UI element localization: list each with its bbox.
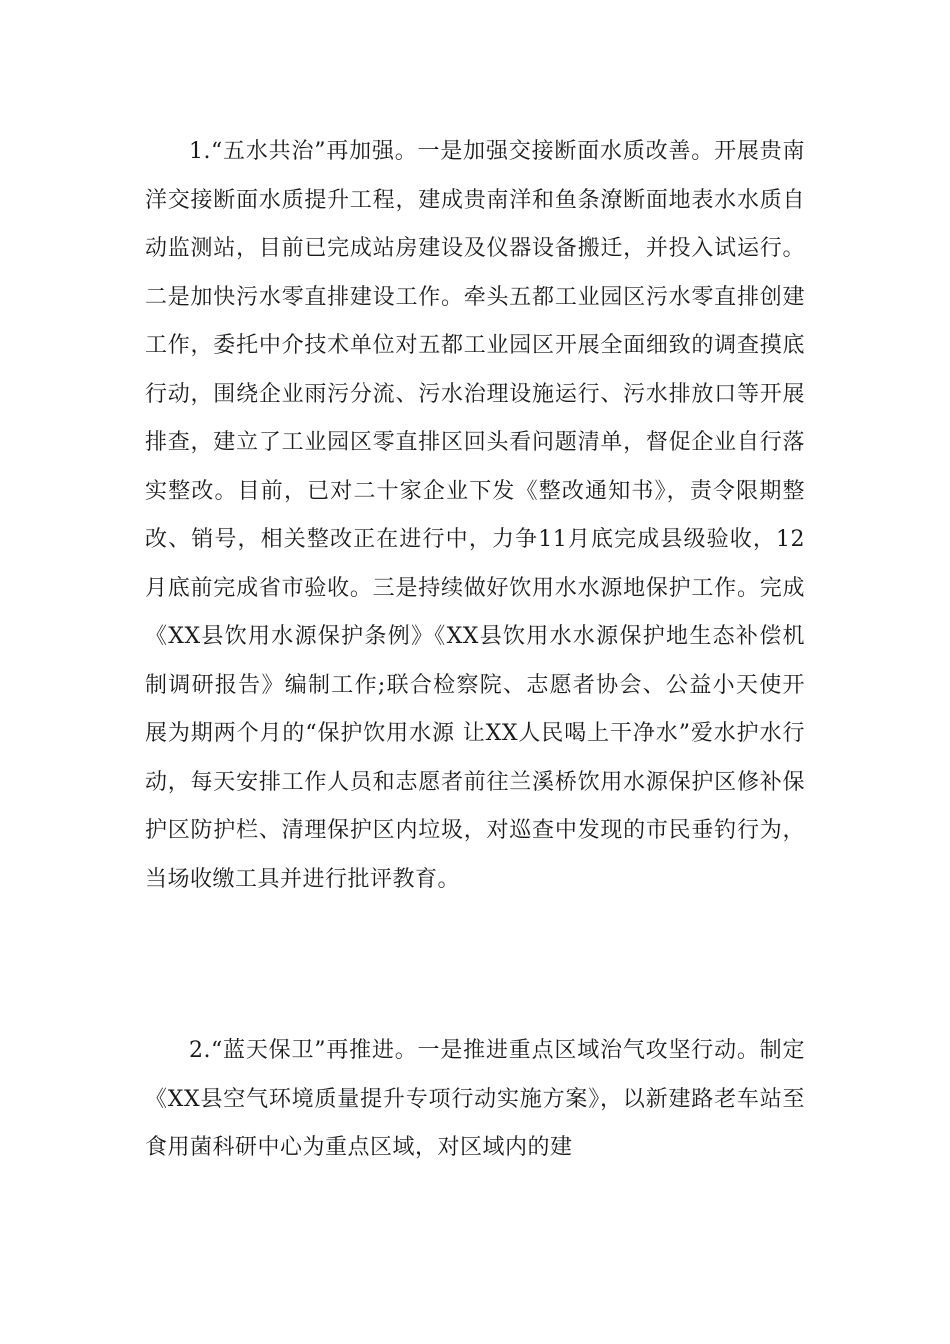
paragraph-lantian: 2.“蓝天保卫”再推进。一是推进重点区域治气攻坚行动。制定《XX县空气环境质量提升专项行动实施方案》，以新建路老车站至食用菌科研中心为重点区域，对区域内的建 <box>145 1038 805 1160</box>
paragraph-wushui: 1.“五水共治”再加强。一是加强交接断面水质改善。开展贵南洋交接断面水质提升工程，建成贵南洋和鱼条潦断面地表水水质自动监测站，目前已完成站房建设及仪器设备搬迁，并投入试运行。二是加快污水零直排建设工作。牵头五都工业园区污水零直排创建工作，委托中介技术单位对五都工业园区开展全面细致的调查摸底行动，围绕企业雨污分流、污水治理设施运行、污水排放口等开展排查，建立了工业园区零直排区回头看问题清单，督促企业自行落实整改。目前，已对二十家企业下发《整改通知书》，责令限期整改、销号，相关整改正在进行中，力争11月底完成县级验收，12月底前完成省市验收。三是持续做好饮用水水源地保护工作。完成《XX县饮用水源保护条例》《XX县饮用水水源保护地生态补偿机制调研报告》编制工作;联合检察院、志愿者协会、公益小天使开展为期两个月的“保护饮用水源 让XX人民喝上干净水”爱水护水行动，每天安排工作人员和志愿者前往兰溪桥饮用水源保护区修补保护区防护栏、清理保护区内垃圾，对巡查中发现的市民垂钓行为，当场收缴工具并进行批评教育。 <box>145 139 805 892</box>
